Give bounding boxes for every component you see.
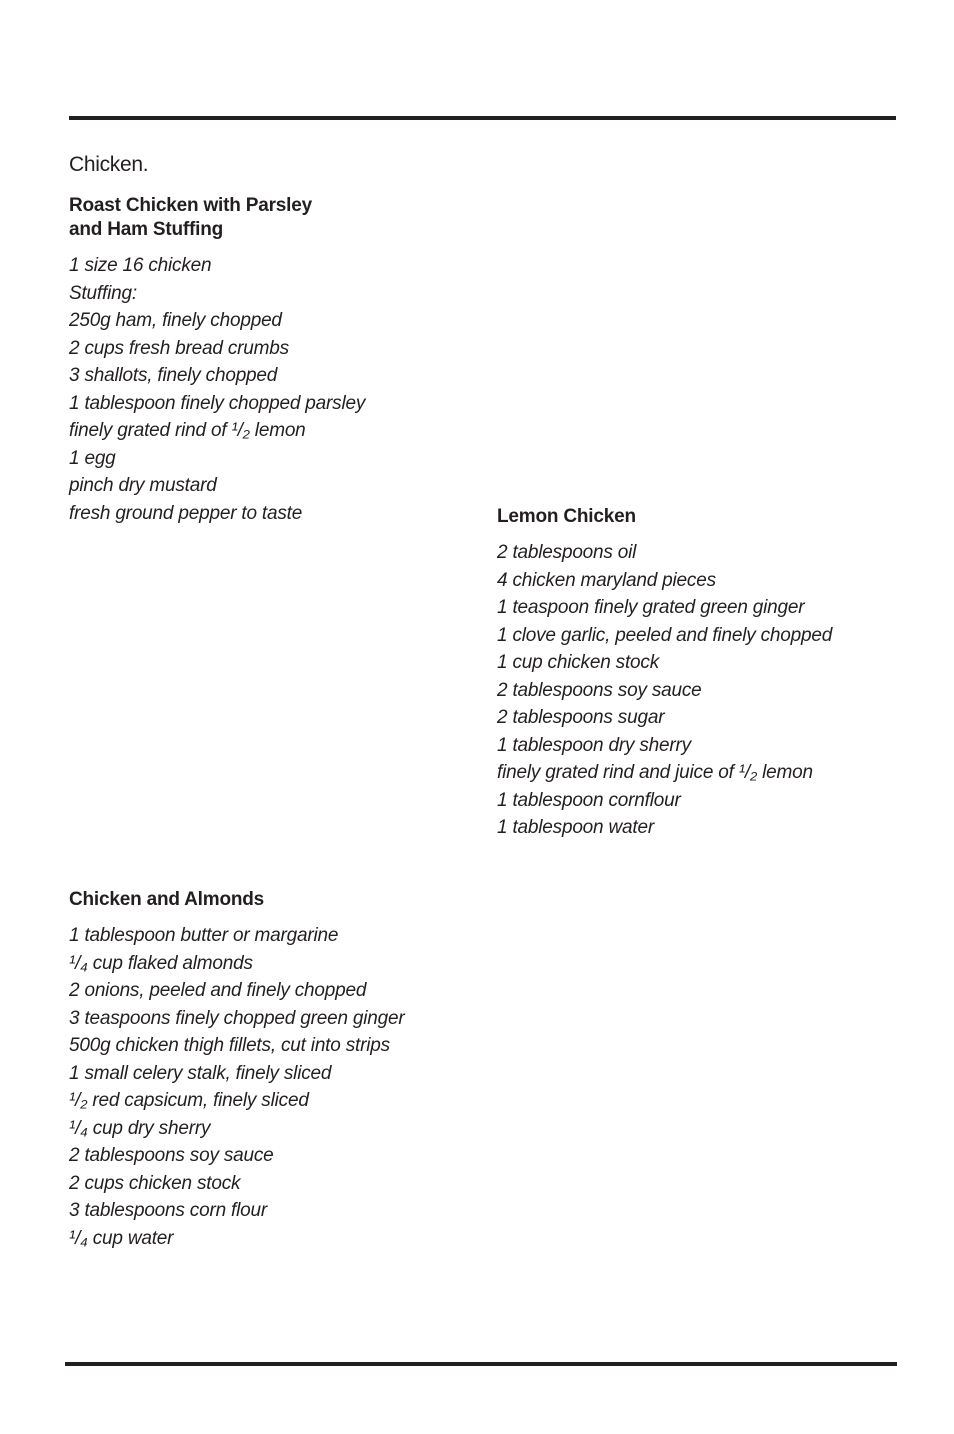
ingredient-item: 250g ham, finely chopped xyxy=(69,310,282,331)
recipe-title xyxy=(69,194,429,242)
ingredient-item: finely grated rind and juice of ¹/₂ lemon xyxy=(497,762,813,783)
top-rule xyxy=(69,116,896,120)
ingredient-item: ¹/₄ cup dry sherry xyxy=(69,1117,211,1139)
ingredient-item: 3 tablespoons corn flour xyxy=(69,1200,267,1221)
bottom-rule xyxy=(65,1362,897,1366)
ingredient-item: 1 clove garlic, peeled and finely chopped xyxy=(497,624,833,646)
recipe-chicken-almonds xyxy=(69,888,489,1252)
ingredient-item: finely grated rind of ¹/₂ lemon xyxy=(69,420,306,441)
ingredient-item: 2 tablespoons oil xyxy=(497,542,637,563)
ingredient-item: 1 size 16 chicken xyxy=(69,255,212,276)
ingredient-item: 1 egg xyxy=(69,447,116,469)
ingredient-item: ¹/₄ cup water xyxy=(69,1227,174,1249)
ingredient-item: 1 tablespoon dry sherry xyxy=(497,734,691,756)
ingredient-item: fresh ground pepper to taste xyxy=(69,502,303,524)
ingredient-list xyxy=(497,539,917,842)
recipe-title-line-2: and Ham Stuffing xyxy=(69,219,224,240)
ingredient-item: 1 cup chicken stock xyxy=(497,652,660,673)
ingredient-item: 1 tablespoon cornflour xyxy=(497,789,681,811)
recipe-roast-chicken xyxy=(69,194,429,527)
ingredient-item: 500g chicken thigh fillets, cut into strips xyxy=(69,1035,390,1056)
ingredient-item: ¹/₄ cup flaked almonds xyxy=(69,952,253,974)
recipe-title: Chicken and Almonds xyxy=(69,889,265,910)
recipe-lemon-chicken xyxy=(497,505,917,842)
ingredient-item: 1 tablespoon butter or margarine xyxy=(69,925,339,946)
ingredient-item: 2 onions, peeled and finely chopped xyxy=(69,980,367,1001)
ingredient-item: 1 tablespoon water xyxy=(497,817,654,838)
ingredient-item: 3 shallots, finely chopped xyxy=(69,365,278,386)
ingredient-item: 4 chicken maryland pieces xyxy=(497,569,716,591)
ingredient-item: pinch dry mustard xyxy=(69,475,217,496)
ingredient-item: 3 teaspoons finely chopped green ginger xyxy=(69,1007,405,1029)
ingredient-item: Stuffing: xyxy=(69,282,137,304)
ingredient-item: 2 cups chicken stock xyxy=(69,1172,241,1194)
ingredient-item: 1 teaspoon finely grated green ginger xyxy=(497,597,805,618)
recipe-title-line-1: Roast Chicken with Parsley xyxy=(69,195,312,216)
section-title: Chicken. xyxy=(69,153,149,176)
ingredient-list xyxy=(69,922,489,1252)
ingredient-item: ¹/₂ red capsicum, finely sliced xyxy=(69,1090,309,1111)
ingredient-item: 2 tablespoons sugar xyxy=(497,707,665,728)
ingredient-item: 1 small celery stalk, finely sliced xyxy=(69,1062,332,1084)
recipe-title: Lemon Chicken xyxy=(497,506,636,527)
ingredient-item: 2 tablespoons soy sauce xyxy=(69,1145,274,1166)
ingredient-list xyxy=(69,252,429,527)
ingredient-item: 1 tablespoon finely chopped parsley xyxy=(69,392,366,414)
ingredient-item: 2 cups fresh bread crumbs xyxy=(69,337,289,359)
ingredient-item: 2 tablespoons soy sauce xyxy=(497,679,702,701)
